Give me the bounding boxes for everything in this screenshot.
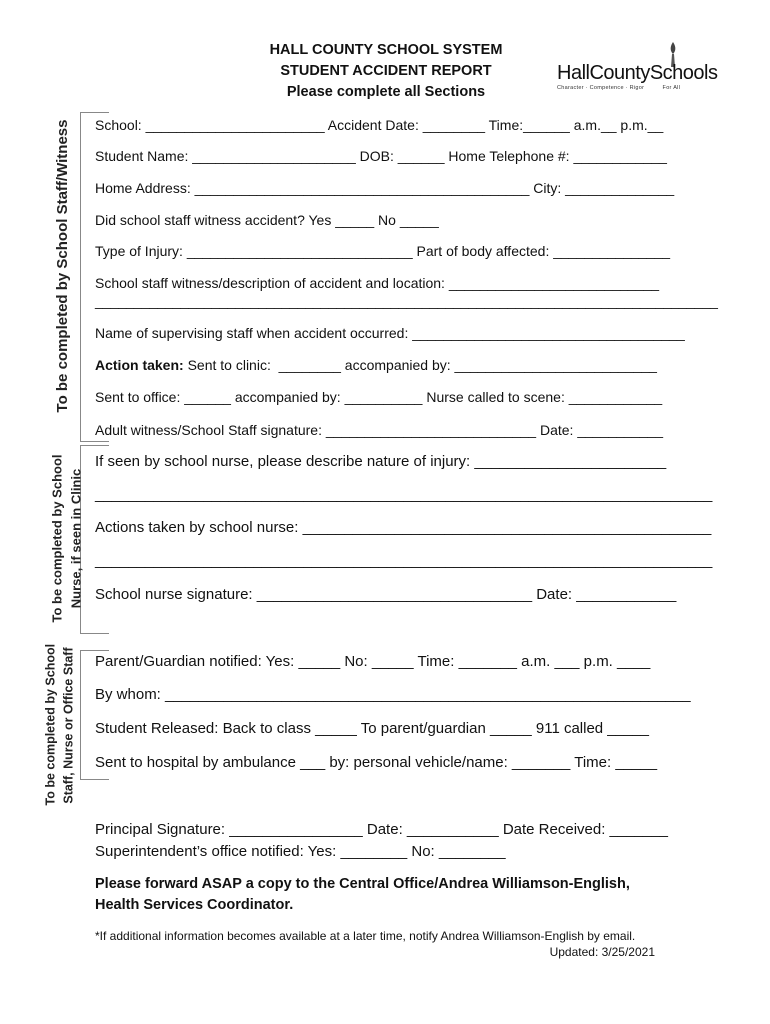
sent-to-office-line: Sent to office: ______ accompanied by: __________ Nurse called to scene: ____________ xyxy=(95,389,663,405)
forward-note-1: Please forward ASAP a copy to the Central Office/Andrea Williamson-English, xyxy=(95,876,630,892)
nurse-section-label-1: To be completed by School xyxy=(49,454,65,623)
nurse-signature-line: School nurse signature: _________________________________ Date: ____________ xyxy=(95,586,677,603)
report-title: STUDENT ACCIDENT REPORT xyxy=(280,63,492,79)
principal-signature-line: Principal Signature: ________________ Date: ___________ Date Received: _______ xyxy=(95,821,668,838)
school-logo xyxy=(553,40,718,96)
office-section-label-2: Staff, Nurse or Office Staff xyxy=(61,647,76,804)
logo-wordmark: HallCountySchools xyxy=(557,62,718,84)
description-line: School staff witness/description of accident and location: ___________________________ xyxy=(95,275,660,291)
supervising-staff-line: Name of supervising staff when accident occurred: ___________________________________ xyxy=(95,325,685,341)
hospital-line: Sent to hospital by ambulance ___ by: personal vehicle/name: _______ Time: _____ xyxy=(95,754,658,771)
student-released-line: Student Released: Back to class _____ To parent/guardian _____ 911 called _____ xyxy=(95,720,650,737)
description-line-2: ________________________________________________________________________________ xyxy=(95,293,718,309)
forward-note-2: Health Services Coordinator. xyxy=(95,897,294,913)
superintendent-line: Superintendent’s office notified: Yes: ________ No: ________ xyxy=(95,843,506,860)
action-taken-fields: Sent to clinic: ________ accompanied by: __________________________ xyxy=(187,357,657,373)
injury-type-line: Type of Injury: _____________________________ Part of body affected: _______________ xyxy=(95,243,671,259)
school-line: School: _______________________ Accident Date: ________ Time:______ a.m.__ p.m.__ xyxy=(95,117,664,133)
home-address-line: Home Address: ___________________________________________ City: ______________ xyxy=(95,180,675,196)
office-section-label-1: To be completed by School xyxy=(43,643,58,806)
witness-line: Did school staff witness accident? Yes _____ No _____ xyxy=(95,212,439,228)
staff-section-label: To be completed by School Staff/Witness xyxy=(54,119,71,413)
nurse-section-label-2: Nurse, if seen in Clinic xyxy=(68,468,84,609)
nurse-actions-line: Actions taken by school nurse: _________________________________________________ xyxy=(95,519,712,536)
instruction: Please complete all Sections xyxy=(286,84,486,100)
footnote: *If additional information becomes available at a later time, notify Andrea Williamson-English by email. xyxy=(95,929,636,943)
nurse-section-bracket xyxy=(80,445,109,634)
action-taken-line xyxy=(95,357,657,373)
by-whom-line: By whom: _______________________________________________________________ xyxy=(95,686,691,703)
action-taken-label: Action taken: xyxy=(95,357,184,373)
updated-date: Updated: 3/25/2021 xyxy=(549,945,655,959)
parent-notified-line: Parent/Guardian notified: Yes: _____ No: _____ Time: _______ a.m. ___ p.m. ____ xyxy=(95,653,651,670)
nurse-injury-line-2: __________________________________________________________________________ xyxy=(95,486,713,503)
student-name-line: Student Name: _____________________ DOB: ______ Home Telephone #: ____________ xyxy=(95,148,667,164)
logo-tagline: Character · Competence · Rigor For All xyxy=(557,85,681,91)
nurse-actions-line-2: __________________________________________________________________________ xyxy=(95,552,713,569)
nurse-injury-line: If seen by school nurse, please describe nature of injury: _______________________ xyxy=(95,453,667,470)
org-title: HALL COUNTY SCHOOL SYSTEM xyxy=(269,42,503,58)
staff-signature-line: Adult witness/School Staff signature: ___________________________ Date: ___________ xyxy=(95,422,663,438)
